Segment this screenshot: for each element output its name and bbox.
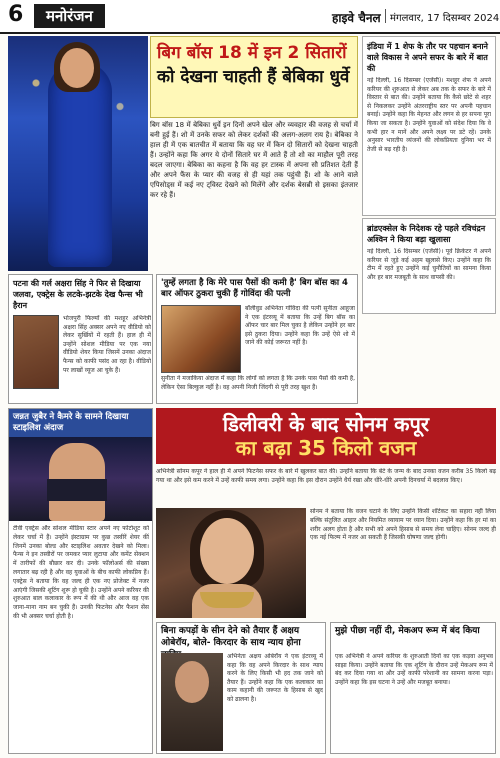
header-divider	[385, 9, 386, 23]
story-body: नई दिल्ली, 16 दिसम्बर (एजेंसी)। पूर्व क्रिकेटर ने अपने करियर से जुड़े कई अहम खुलासे किए। उन्होंने कहा कि टीम में रहते हुए उन्होंने कई चुनौतियों का सामना किया और हर बार मजबूती के साथ वापसी की।	[367, 248, 491, 281]
sonam-body: सोनम ने बताया कि वजन घटाने के लिए उन्होंने किसी शॉर्टकट का सहारा नहीं लिया बल्कि संतुलित आहार और नियमित व्यायाम पर ध्यान दिया। उन्होंने कहा कि हर मां का शरीर अलग होता है और सभी को अपने हिसाब से समय लेना चाहिए। सोनम जल्द ही एक नई फिल्म में नजर आ सकती हैं जिसकी घोषणा जल्द होगी।	[310, 508, 496, 542]
story-body: नई दिल्ली, 16 दिसम्बर (एजेंसी)। मशहूर शेफ ने अपने करियर की शुरुआत से लेकर अब तक के सफर के बारे में विस्तार से बात की। उन्होंने बताया कि कैसे छोटे से शहर से निकलकर उन्होंने अंतरराष्ट्रीय स्तर पर अपनी पहचान बनाई। उन्होंने कहा कि मेहनत और लगन से हर सपना पूरा किया जा सकता है। उन्होंने युवाओं को संदेश दिया कि वे कभी हार न मानें और अपने लक्ष्य पर डटे रहें। उनके अनुसार भारतीय व्यंजनों की लोकप्रियता दुनिया भर में तेजी से बढ़ रही है।	[367, 77, 491, 153]
dress-figure	[48, 62, 112, 267]
story-body: टीवी एक्ट्रेस और सोशल मीडिया स्टार अपने नए फोटोशूट को लेकर चर्चा में हैं। उन्होंने इंस्टाग्राम पर कुछ तस्वीरें शेयर कीं जिनमें उनका बोल्ड और स्टाइलिश अवतार देखने को मिला। फैन्स ने इन तस्वीरों पर जमकर प्यार लुटाया और कमेंट सेक्शन में तारीफों की बौछार कर दी। उनके फॉलोअर्स की संख्या लगातार बढ़ रही है और वह युवाओं के बीच काफी लोकप्रिय हैं। एक्ट्रेस ने बताया कि वह जल्द ही एक नए प्रोजेक्ट में नजर आएंगी जिसकी शूटिंग शुरू हो चुकी है। उन्होंने अपने करियर की शुरुआत बाल कलाकार के रूप में की थी और आज वह एक जाना-माना नाम बन चुकी हैं। उनकी फिटनेस और फैशन सेंस की भी अक्सर चर्चा होती है।	[13, 525, 149, 620]
jannat-story	[8, 408, 153, 754]
jannat-photo	[9, 437, 152, 521]
makeup-room-story	[330, 622, 496, 754]
newspaper-brand: हाइवे चैनल	[332, 11, 381, 25]
headline-line-2: को देखना चाहती हैं बेबिका धुर्वे	[157, 67, 350, 87]
akshay-story	[156, 622, 326, 754]
story-body: एक अभिनेत्री ने अपने करियर के शुरुआती दिनों का एक कड़वा अनुभव साझा किया। उन्होंने बताया कि एक शूटिंग के दौरान उन्हें मेकअप रूम में बंद कर दिया गया था और उन्हें काफी परेशानी का सामना करना पड़ा। उन्होंने कहा कि इस घटना ने उन्हें और मजबूत बनाया।	[335, 653, 493, 686]
right-story-chef	[362, 36, 496, 216]
dateline: मंगलवार, 17 दिसम्बर 2024	[390, 13, 500, 24]
face-shape	[200, 518, 254, 584]
bigg-boss-body: बिग बॉस 18 में बेबिका धुर्वे इन दिनों अपने खेल और व्यवहार की वजह से चर्चा में बनी हुई हैं। शो में उनके सफर को लेकर दर्शकों की अलग-अलग राय है। बेबिका ने हाल ही में एक बातचीत में बताया कि वह घर में किन दो सितारों को देखना चाहती हैं। उन्होंने कहा कि अगर ये दोनों सितारे घर में आते हैं तो शो का माहौल पूरी तरह बदल जाएगा। बेबिका का कहना है कि वह हर टास्क में अपना सौ प्रतिशत देती हैं और अपने फैंस के प्यार की वजह से ही यहां तक पहुंची हैं। शो के आने वाले एपिसोड्स में कई नए ट्विस्ट देखने को मिलेंगे और दर्शक बेसब्री से इसका इंतजार कर रहे हैं।	[150, 121, 358, 199]
section-title: मनोरंजन	[34, 4, 105, 28]
story-body: भोजपुरी फिल्मों की मशहूर अभिनेत्री अक्षरा सिंह अक्सर अपने नए वीडियो को लेकर सुर्खियों में रहती हैं। हाल ही में उन्होंने सोशल मीडिया पर एक नया वीडियो शेयर किया जिसमें उनका अंदाज फैन्स को काफी पसंद आ रहा है। वीडियो पर लाखों व्यूज आ चुके हैं।	[63, 315, 151, 374]
headline-line-2: का बढ़ा 35 किलो वजन	[235, 436, 417, 460]
story-headline: इंडिया में 1 शेफ के तौर पर पहचान बनाने वाले विकास ने अपने सफर के बारे में बात की	[367, 42, 488, 73]
story-body: अभिनेता अक्षय ओबेरॉय ने एक इंटरव्यू में कहा कि वह अपने किरदार के साथ न्याय करने के लिए किसी भी हद तक जाने को तैयार हैं। उन्होंने कहा कि एक कलाकार का काम कहानी की जरूरत के हिसाब से खुद को ढालना है।	[227, 653, 323, 703]
akshara-story	[8, 274, 153, 404]
sonam-headline	[156, 408, 496, 464]
story-headline: ब्रांडएक्सेल के निदेशक रहे पहले रविचंद्रन अश्विन ने किया बड़ा खुलासा	[367, 224, 486, 244]
right-story-ashwin	[362, 218, 496, 314]
page-number: 6	[8, 2, 24, 27]
akshara-photo	[13, 315, 59, 389]
story-headline: 'तुम्हें लगता है कि मेरे पास पैसों की कमी है' बिग बॉस का 4 बार ऑफर ठुकरा चुकी हैं गोविंदा की पत्नी	[161, 278, 348, 299]
govinda-story	[156, 274, 358, 404]
story-body: बॉलीवुड अभिनेता गोविंदा की पत्नी सुनीता आहूजा ने एक इंटरव्यू में बताया कि उन्हें बिग बॉस का ऑफर चार बार मिल चुका है लेकिन उन्होंने हर बार इसे ठुकरा दिया। उन्होंने कहा कि उन्हें ऐसे शो में जाने की कोई जरूरत नहीं है।	[245, 305, 355, 347]
story-headline: पटना की गर्ल अक्षरा सिंह ने फिर से दिखाया जलवा, एक्ट्रेस के लटके-झटके देख फैन्स भी हैरान	[13, 279, 143, 310]
story-headline: बिना कपड़ों के सीन देने को तैयार हैं अक्षय ओबेरॉय, बोले- किरदार के साथ न्याय होना	[161, 626, 301, 648]
face-shape	[60, 48, 94, 88]
story-body-continued: सुनीता ने मजाकिया अंदाज में कहा कि लोगों को लगता है कि उनके पास पैसों की कमी है, लेकिन ऐसा बिल्कुल नहीं है। वह अपनी निजी जिंदगी से पूरी तरह खुश हैं।	[161, 375, 355, 391]
story-headline: जन्नत जुबैर ने कैमरे के सामने दिखाया स्टाइलिश अंदाज	[9, 409, 152, 437]
sonam-photo	[156, 508, 306, 618]
story-headline: मुझे पीछा नहीं दी, मेकअप रूम में बंद किया	[335, 626, 480, 636]
face-shape	[175, 661, 209, 703]
masthead	[0, 0, 500, 34]
outfit-shape	[47, 479, 107, 501]
headline-line-1: बिग बॉस 18 में इन 2 सितारों	[157, 43, 347, 63]
bigg-boss-photo	[8, 36, 148, 271]
headline-line-1: डिलीवरी के बाद सोनम कपूर	[222, 412, 430, 436]
govinda-photo	[161, 305, 241, 373]
akshay-photo	[161, 653, 223, 751]
necklace-shape	[200, 592, 254, 608]
bigg-boss-headline	[150, 36, 358, 118]
sonam-intro: अभिनेत्री सोनम कपूर ने हाल ही में अपने फिटनेस सफर के बारे में खुलकर बात की। उन्होंने बताया कि बेटे के जन्म के बाद उनका वजन करीब 35 किलो बढ़ गया था और इसे कम करने में उन्हें काफी समय लगा। उन्होंने कहा कि इस दौरान उन्होंने धैर्य रखा और धीरे-धीरे अपनी दिनचर्या में बदलाव किए।	[156, 468, 496, 484]
